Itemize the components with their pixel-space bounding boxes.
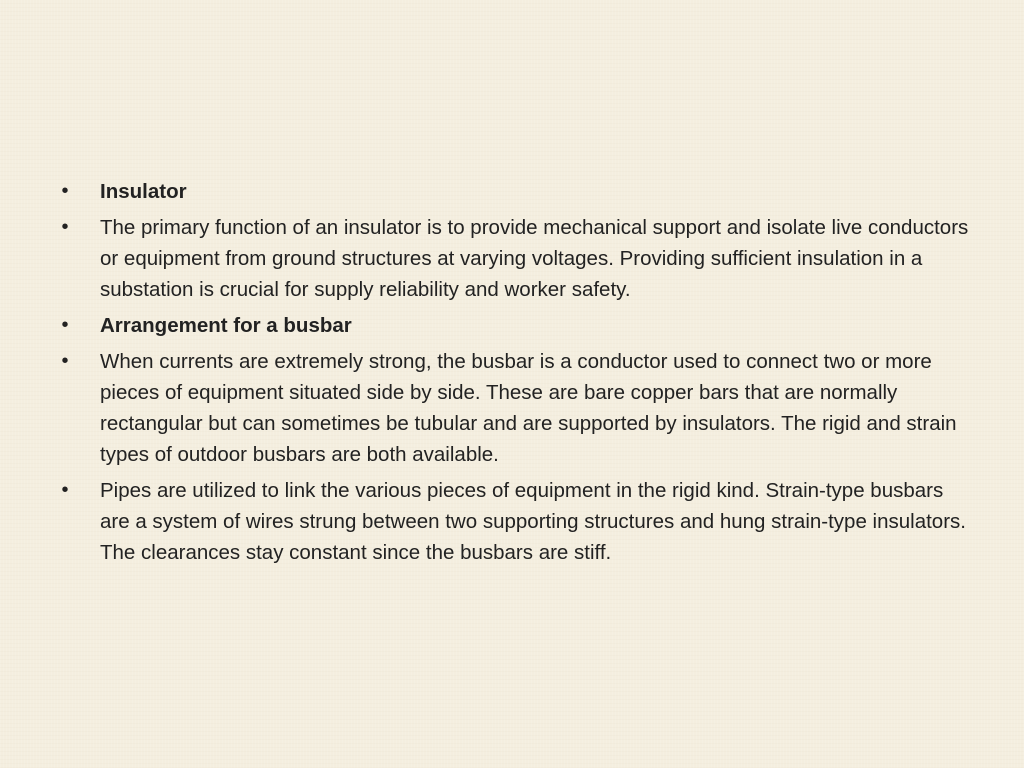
bullet-item-busbar-description — [58, 346, 973, 470]
bullet-icon: • — [61, 350, 69, 372]
bullet-text: When currents are extremely strong, the busbar is a conductor used to connect two or more pieces of equipment situated side by side. These are bare copper bars that are normally rectangular but can sometimes be tubular and are supported by insulators. The rigid and strain types of outdoor busbars are both available. — [100, 350, 957, 466]
bullet-item-insulator-description — [58, 212, 973, 305]
bullet-text: The primary function of an insulator is to provide mechanical support and isolate live conductors or equipment from ground structures at varying voltages. Providing sufficient insulation in a substation is crucial for supply reliability and worker safety. — [100, 216, 969, 301]
bullet-item-busbar-heading — [58, 310, 973, 341]
bullet-icon: • — [61, 180, 69, 202]
bullet-icon: • — [61, 314, 69, 336]
slide-content — [58, 176, 973, 573]
bullet-icon: • — [61, 479, 69, 501]
bullet-item-insulator-heading — [58, 176, 973, 207]
bullet-text: Arrangement for a busbar — [100, 314, 352, 337]
bullet-icon: • — [61, 216, 69, 238]
bullet-list — [58, 176, 973, 568]
bullet-item-busbar-types — [58, 475, 973, 568]
bullet-text: Insulator — [100, 180, 187, 203]
bullet-text: Pipes are utilized to link the various pieces of equipment in the rigid kind. Strain-type busbars are a system of wires strung between two supporting structures and hung strain-type insulators. The clearances stay constant since the busbars are stiff. — [100, 479, 966, 564]
